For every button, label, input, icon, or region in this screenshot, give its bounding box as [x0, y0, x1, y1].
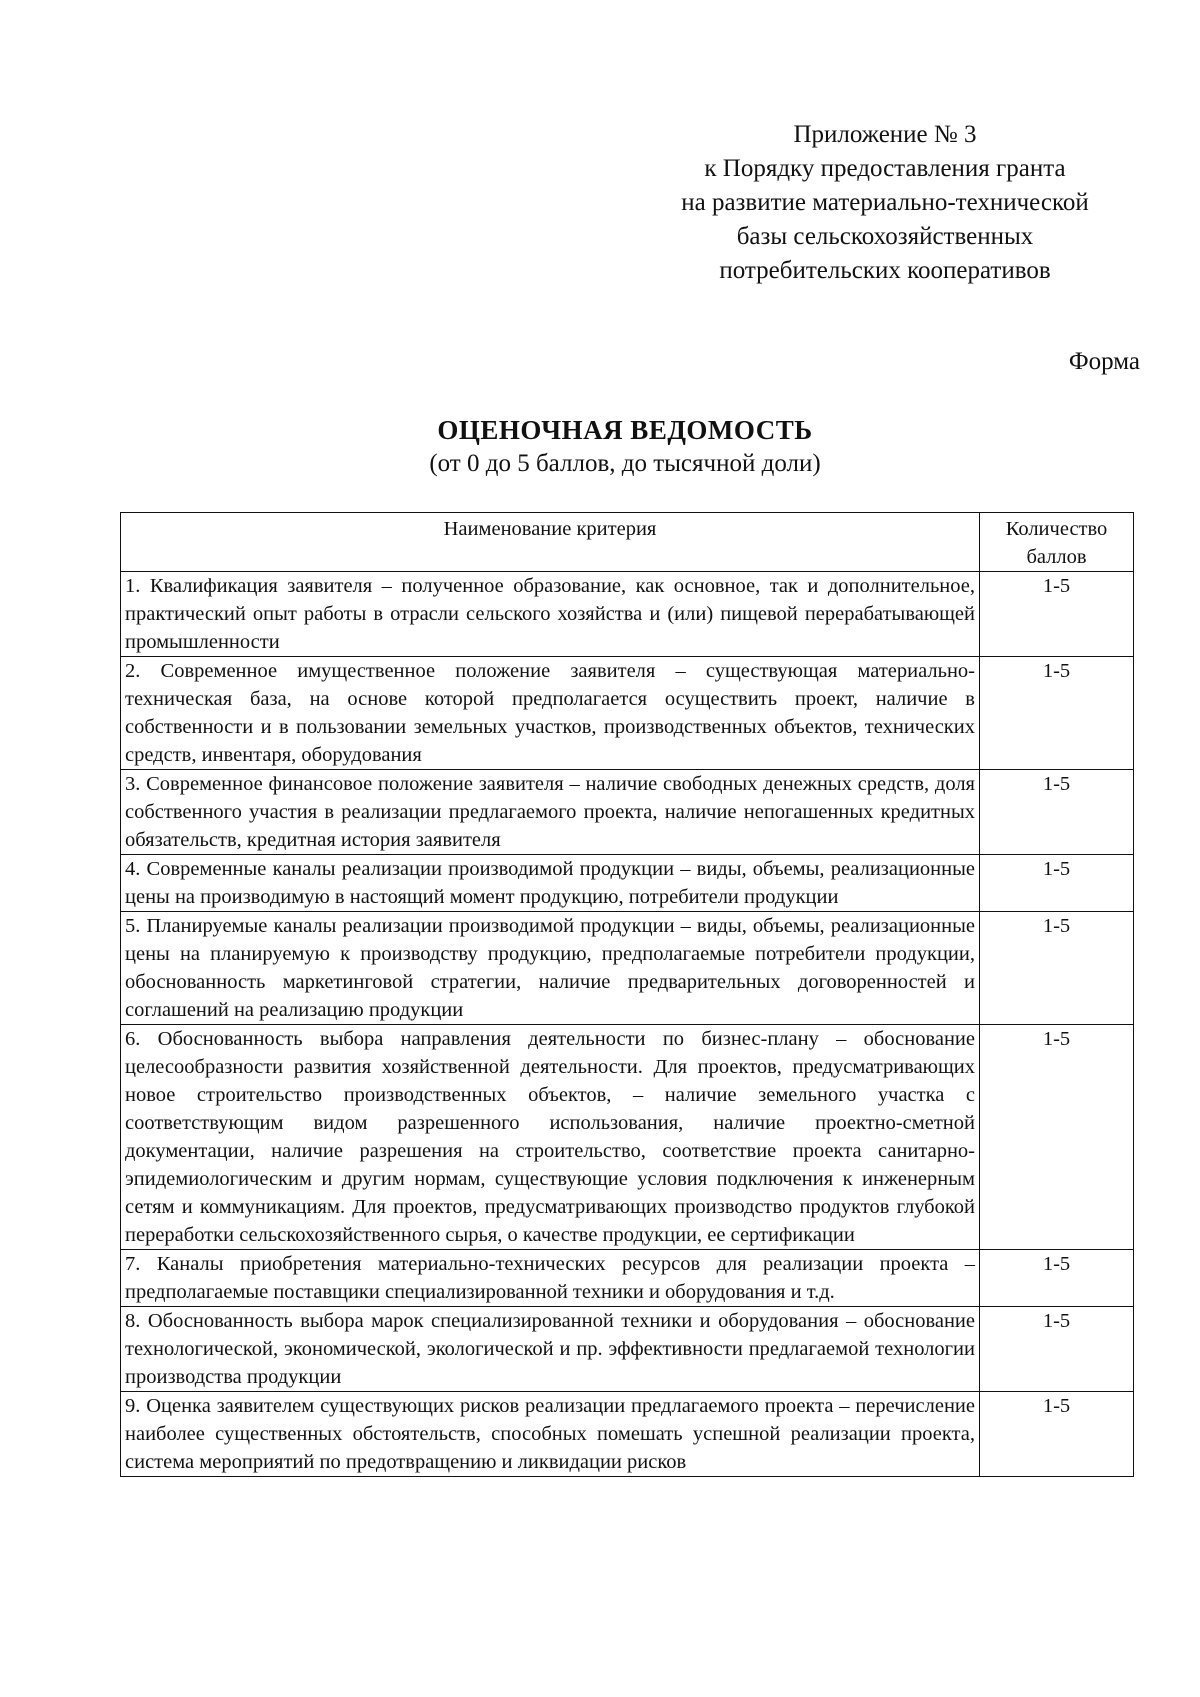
appendix-line: на развитие материально-технической: [681, 189, 1089, 216]
table-row: [121, 770, 1134, 855]
score-cell: 1-5: [980, 657, 1134, 770]
criterion-cell: 4. Современные каналы реализации производимой продукции – виды, объемы, реализационные цены на производимую в настоящий момент продукцию, потребители продукции: [121, 855, 980, 912]
appendix-line: базы сельскохозяйственных: [736, 223, 1034, 250]
table-row: [121, 912, 1134, 1025]
form-label: Форма: [1068, 348, 1140, 375]
document-subtitle: (от 0 до 5 баллов, до тысячной доли): [429, 450, 821, 477]
table-row: [121, 572, 1134, 657]
criterion-cell: 3. Современное финансовое положение заявителя – наличие свободных денежных средств, доля собственного участия в реализации предлагаемого проекта, наличие непогашенных кредитных обязательств, кредитная история заявителя: [121, 770, 980, 855]
criterion-cell: 9. Оценка заявителем существующих рисков реализации предлагаемого проекта – перечисление наиболее существенных обстоятельств, способных помешать успешной реализации проекта, система мероприятий по предотвращению и ликвидации рисков: [121, 1392, 980, 1477]
table-row: [121, 1025, 1134, 1250]
table-row: [121, 1392, 1134, 1477]
criterion-cell: 1. Квалификация заявителя – полученное образование, как основное, так и дополнительное, практический опыт работы в отрасли сельского хозяйства и (или) пищевой перерабатывающей промышленности: [121, 572, 980, 657]
score-cell: 1-5: [980, 1392, 1134, 1477]
header-score: Количество баллов: [980, 513, 1134, 572]
table-header-row: [121, 513, 1134, 572]
score-cell: 1-5: [980, 855, 1134, 912]
table-row: [121, 657, 1134, 770]
document-title: ОЦЕНОЧНАЯ ВЕДОМОСТЬ: [437, 415, 813, 445]
criterion-cell: 6. Обоснованность выбора направления деятельности по бизнес-плану – обоснование целесообразности развития хозяйственной деятельности. Для проектов, предусматривающих новое строительство производственных объектов, – наличие земельного участка с соответствующим видом разрешенного использования, наличие проектно-сметной документации, наличие разрешения на строительство, соответствие проекта санитарно-эпидемиологическим и другим нормам, существующие условия подключения к инженерным сетям и коммуникациям. Для проектов, предусматривающих производство продуктов глубокой переработки сельскохозяйственного сырья, о качестве продукции, ее сертификации: [121, 1025, 980, 1250]
score-cell: 1-5: [980, 1307, 1134, 1392]
header-criterion: Наименование критерия: [121, 513, 980, 572]
table-row: [121, 1307, 1134, 1392]
criterion-cell: 7. Каналы приобретения материально-технических ресурсов для реализации проекта – предполагаемые поставщики специализированной техники и оборудования и т.д.: [121, 1250, 980, 1307]
score-cell: 1-5: [980, 572, 1134, 657]
appendix-line: к Порядку предоставления гранта: [704, 155, 1066, 182]
table-row: [121, 1250, 1134, 1307]
appendix-header: [640, 118, 1130, 288]
score-cell: 1-5: [980, 1025, 1134, 1250]
score-cell: 1-5: [980, 912, 1134, 1025]
score-cell: 1-5: [980, 770, 1134, 855]
criteria-table: [120, 512, 1134, 1477]
appendix-line: Приложение № 3: [793, 121, 977, 148]
criterion-cell: 5. Планируемые каналы реализации производимой продукции – виды, объемы, реализационные цены на планируемую к производству продукцию, предполагаемые потребители продукции, обоснованность маркетинговой стратегии, наличие предварительных договоренностей и соглашений на реализацию продукции: [121, 912, 980, 1025]
criterion-cell: 8. Обоснованность выбора марок специализированной техники и оборудования – обоснование технологической, экономической, экологической и пр. эффективности предлагаемой технологии производства продукции: [121, 1307, 980, 1392]
appendix-line: потребительских кооперативов: [719, 257, 1051, 284]
table-row: [121, 855, 1134, 912]
score-cell: 1-5: [980, 1250, 1134, 1307]
criterion-cell: 2. Современное имущественное положение заявителя – существующая материально-техническая база, на основе которой предполагается осуществить проект, наличие в собственности и в пользовании земельных участков, производственных объектов, технических средств, инвентаря, оборудования: [121, 657, 980, 770]
